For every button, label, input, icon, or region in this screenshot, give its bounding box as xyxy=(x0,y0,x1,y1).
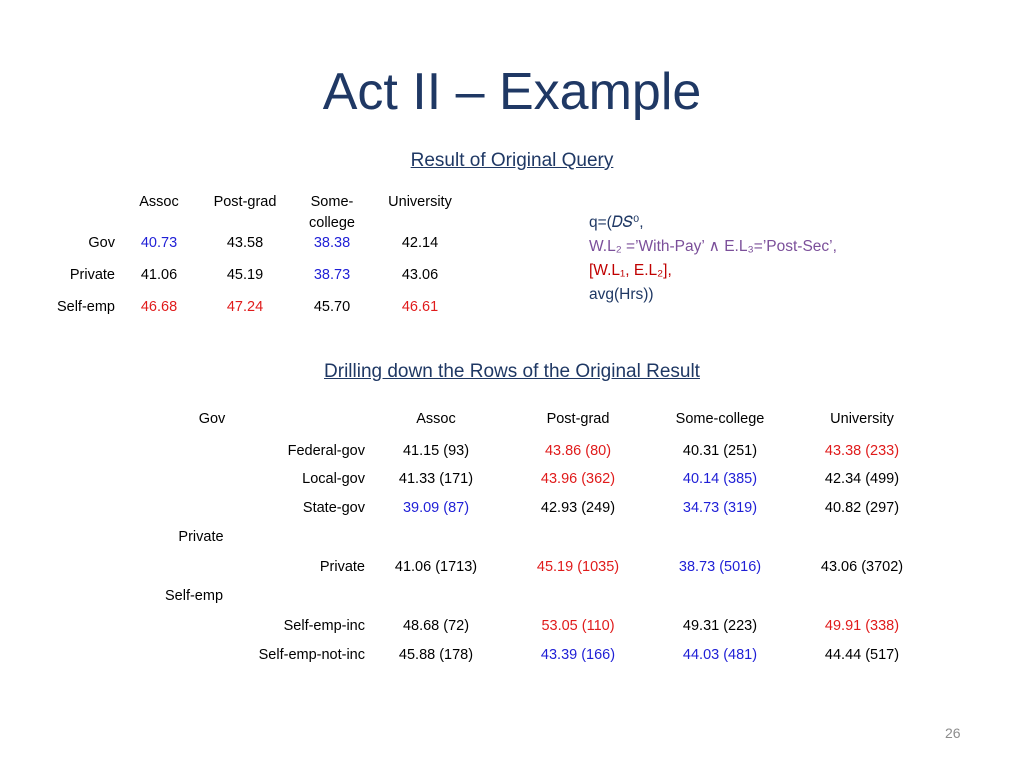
bottom-cell: 42.34 (499) xyxy=(824,471,900,487)
bottom-cell: 43.39 (166) xyxy=(540,647,616,663)
bottom-cell: 41.15 (93) xyxy=(402,443,470,459)
bottom-cell: 41.06 (1713) xyxy=(394,559,478,575)
top-cell: 45.19 xyxy=(226,267,264,283)
top-cell: 43.58 xyxy=(226,235,264,251)
top-cell: 46.61 xyxy=(401,299,439,315)
query-line-1: q=(𝐷𝑆⁰, xyxy=(589,214,644,231)
top-cell: 38.73 xyxy=(313,267,351,283)
query-expression xyxy=(589,211,837,307)
top-header-somecollege-2: college xyxy=(309,215,355,231)
bottom-cell: 49.31 (223) xyxy=(682,618,758,634)
bottom-header-university: University xyxy=(830,411,894,427)
top-cell: 41.06 xyxy=(140,267,178,283)
top-header-assoc: Assoc xyxy=(139,194,179,210)
bottom-cell: 40.31 (251) xyxy=(682,443,758,459)
bottom-header-somecollege: Some-college xyxy=(675,411,765,427)
bottom-cell: 41.33 (171) xyxy=(398,471,474,487)
bottom-row-label: Private xyxy=(319,559,365,575)
page-number: 26 xyxy=(945,725,961,741)
bottom-cell: 45.88 (178) xyxy=(398,647,474,663)
bottom-cell: 45.19 (1035) xyxy=(536,559,620,575)
bottom-cell: 43.06 (3702) xyxy=(820,559,904,575)
top-row-label: Self-emp xyxy=(56,299,115,315)
bottom-group-self-emp: Self-emp xyxy=(164,588,224,604)
top-header-postgrad: Post-grad xyxy=(213,194,277,210)
bottom-row-label: State-gov xyxy=(302,500,365,516)
top-cell: 38.38 xyxy=(313,235,351,251)
bottom-cell: 48.68 (72) xyxy=(402,618,470,634)
bottom-cell: 43.86 (80) xyxy=(544,443,612,459)
top-header-university: University xyxy=(388,194,452,210)
bottom-header-postgrad: Post-grad xyxy=(546,411,610,427)
top-cell: 47.24 xyxy=(226,299,264,315)
top-cell: 46.68 xyxy=(140,299,178,315)
top-row-label: Private xyxy=(69,267,115,283)
bottom-table-caption: Drilling down the Rows of the Original Result xyxy=(324,361,700,382)
bottom-cell: 40.14 (385) xyxy=(682,471,758,487)
bottom-group-gov: Gov xyxy=(198,411,226,427)
top-header-somecollege-1: Some- xyxy=(310,194,354,210)
bottom-cell: 39.09 (87) xyxy=(402,500,470,516)
top-cell: 40.73 xyxy=(140,235,178,251)
bottom-row-label: Self-emp-not-inc xyxy=(258,647,365,663)
bottom-row-label: Local-gov xyxy=(302,471,365,487)
query-line-2: W.L₂ =’With-Pay’ ∧ E.L₃=’Post-Sec’, xyxy=(589,238,837,255)
top-cell: 45.70 xyxy=(313,299,351,315)
query-line-4: avg(Hrs)) xyxy=(589,286,654,303)
top-cell: 42.14 xyxy=(401,235,439,251)
slide-title: Act II – Example xyxy=(322,63,702,121)
bottom-cell: 42.93 (249) xyxy=(540,500,616,516)
bottom-header-assoc: Assoc xyxy=(416,411,456,427)
bottom-cell: 44.03 (481) xyxy=(682,647,758,663)
bottom-cell: 40.82 (297) xyxy=(824,500,900,516)
top-table-caption: Result of Original Query xyxy=(410,150,614,171)
bottom-cell: 43.96 (362) xyxy=(540,471,616,487)
query-line-3: [W.L₁, E.L₂], xyxy=(589,262,672,279)
bottom-cell: 38.73 (5016) xyxy=(678,559,762,575)
bottom-cell: 34.73 (319) xyxy=(682,500,758,516)
bottom-cell: 49.91 (338) xyxy=(824,618,900,634)
bottom-group-private: Private xyxy=(178,529,224,545)
bottom-cell: 44.44 (517) xyxy=(824,647,900,663)
top-row-label: Gov xyxy=(88,235,115,251)
bottom-cell: 43.38 (233) xyxy=(824,443,900,459)
bottom-row-label: Federal-gov xyxy=(287,443,365,459)
top-cell: 43.06 xyxy=(401,267,439,283)
bottom-row-label: Self-emp-inc xyxy=(283,618,365,634)
bottom-cell: 53.05 (110) xyxy=(541,618,615,634)
